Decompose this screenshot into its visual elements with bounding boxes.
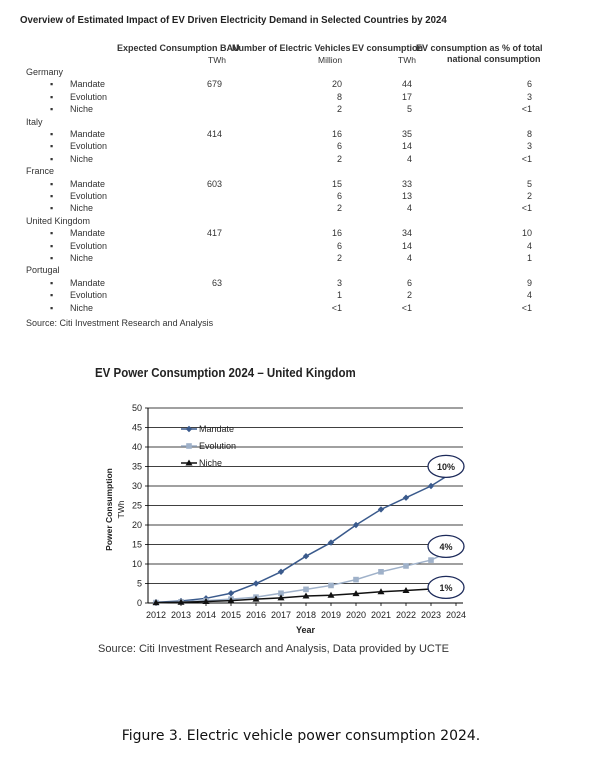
vehicles-cell: <1 [331, 302, 342, 313]
header-vehicles: Number of Electric Vehicles [232, 43, 351, 53]
bullet-marker: ▪ [50, 129, 54, 139]
y-tick-label: 25 [131, 500, 142, 511]
table-source: Source: Citi Investment Research and Analysis [26, 318, 214, 328]
vehicles-cell: 3 [336, 277, 342, 288]
scenario-cell: Mandate [70, 228, 106, 239]
bullet-marker: ▪ [50, 91, 54, 102]
bullet-marker: ▪ [50, 153, 54, 164]
bullet-marker: ▪ [50, 277, 54, 288]
y-tick-label: 15 [131, 539, 142, 550]
x-tick-label: 2020 [345, 610, 367, 620]
consumption-cell: 2 [406, 290, 412, 301]
scenario-cell: Niche [70, 253, 94, 263]
bullet-marker: ▪ [50, 104, 54, 115]
percent-cell: <1 [521, 203, 532, 214]
percent-cell: 9 [526, 277, 532, 288]
vehicles-cell: 8 [336, 91, 342, 102]
bullet-marker: ▪ [50, 302, 54, 313]
vehicles-cell: 2 [336, 203, 342, 214]
vehicles-cell: 16 [331, 129, 342, 139]
point-mandate [253, 580, 259, 586]
point-mandate [403, 495, 409, 501]
scenario-cell: Mandate [70, 129, 106, 139]
annotation-label: 10% [436, 461, 456, 472]
x-tick-label: 2021 [370, 610, 392, 620]
bullet-marker: ▪ [50, 240, 54, 251]
bullet-marker: ▪ [50, 203, 54, 214]
bullet-marker: ▪ [50, 79, 54, 90]
y-tick-label: 20 [131, 520, 142, 530]
consumption-cell: 17 [401, 91, 412, 102]
x-tick-label: 2024 [445, 610, 467, 620]
x-axis-label: Year [295, 625, 316, 635]
chart-source: Source: Citi Investment Research and Analysis, Data provided by UCTE [98, 643, 449, 655]
x-tick-label: 2014 [195, 610, 217, 620]
x-tick-label: 2015 [220, 610, 242, 620]
bau-cell: 417 [206, 228, 222, 239]
consumption-cell: 4 [406, 203, 412, 214]
table-title: Overview of Estimated Impact of EV Driven Electricity Demand in Selected Countries by 2024 [20, 14, 447, 26]
scenario-cell: Niche [70, 203, 94, 214]
legend-label: Mandate [199, 424, 235, 434]
percent-cell: <1 [521, 302, 532, 313]
x-tick-label: 2017 [270, 610, 292, 620]
percent-cell: <1 [521, 104, 532, 115]
percent-cell: 4 [526, 240, 532, 251]
scenario-cell: Mandate [70, 178, 106, 189]
y-tick-label: 30 [131, 481, 142, 491]
point-evolution [378, 569, 384, 575]
y-tick-label: 5 [136, 578, 142, 589]
country-name: France [26, 166, 55, 177]
legend-label: Niche [199, 458, 223, 468]
y-tick-label: 45 [131, 422, 142, 433]
series-line-mandate [156, 470, 456, 602]
country-name: Portugal [26, 265, 60, 276]
x-tick-label: 2016 [245, 610, 267, 620]
chart-title: EV Power Consumption 2024 – United Kingdom [95, 366, 356, 380]
vehicles-cell: 1 [336, 290, 342, 301]
annotation-label: 4% [439, 541, 453, 552]
percent-cell: 1 [526, 253, 532, 263]
x-tick-label: 2018 [295, 610, 317, 620]
percent-cell: 2 [526, 191, 532, 201]
bullet-marker: ▪ [50, 228, 54, 239]
consumption-cell: 4 [406, 253, 412, 263]
x-tick-label: 2013 [170, 610, 192, 620]
x-tick-label: 2023 [420, 610, 442, 620]
percent-cell: 5 [526, 178, 532, 189]
header-percent-line2: national consumption [447, 54, 541, 64]
header-bau-unit: TWh [208, 55, 226, 65]
bau-cell: 603 [206, 178, 222, 189]
scenario-cell: Evolution [70, 240, 108, 251]
vehicles-cell: 6 [336, 240, 342, 251]
y-axis-label: Power Consumption [104, 468, 114, 551]
scenario-cell: Evolution [70, 91, 108, 102]
percent-cell: 3 [526, 91, 532, 102]
header-bau: Expected Consumption BAU [117, 43, 240, 53]
bullet-marker: ▪ [50, 253, 54, 263]
vehicles-cell: 6 [336, 191, 342, 201]
y-tick-label: 40 [131, 442, 142, 452]
y-axis-unit: TWh [116, 500, 126, 519]
vehicles-cell: 16 [331, 228, 342, 239]
y-tick-label: 10 [131, 559, 142, 569]
bullet-marker: ▪ [50, 191, 54, 201]
x-tick-label: 2022 [395, 610, 417, 620]
legend-marker-evolution [186, 443, 192, 449]
header-ev-consumption-unit: TWh [398, 55, 416, 65]
consumption-cell: 6 [406, 277, 412, 288]
y-tick-label: 35 [131, 461, 142, 472]
vehicles-cell: 15 [331, 178, 342, 189]
bullet-marker: ▪ [50, 290, 54, 301]
legend-marker-mandate [186, 426, 192, 432]
vehicles-cell: 2 [336, 104, 342, 115]
y-tick-label: 50 [131, 403, 142, 413]
scenario-cell: Evolution [70, 191, 108, 201]
legend-label: Evolution [199, 441, 237, 451]
consumption-cell: 34 [401, 228, 412, 239]
point-evolution [328, 583, 334, 589]
y-tick-label: 0 [136, 598, 142, 608]
scenario-cell: Evolution [70, 290, 108, 301]
scenario-cell: Niche [70, 104, 94, 115]
x-tick-label: 2019 [320, 610, 342, 620]
figure-caption: Figure 3. Electric vehicle power consumption 2024. [121, 728, 481, 744]
vehicles-cell: 20 [331, 79, 342, 90]
consumption-cell: 13 [401, 191, 412, 201]
bullet-marker: ▪ [50, 178, 54, 189]
x-tick-label: 2012 [145, 610, 167, 620]
vehicles-cell: 2 [336, 153, 342, 164]
point-evolution [428, 557, 434, 563]
consumption-cell: <1 [401, 302, 412, 313]
scenario-cell: Niche [70, 302, 94, 313]
point-evolution [403, 563, 409, 569]
consumption-cell: 14 [401, 141, 412, 152]
percent-cell: 3 [526, 141, 532, 152]
consumption-cell: 4 [406, 153, 412, 164]
annotation-label: 1% [439, 582, 453, 593]
scenario-cell: Mandate [70, 277, 106, 288]
percent-cell: 4 [526, 290, 532, 301]
point-evolution [353, 577, 359, 583]
vehicles-cell: 6 [336, 141, 342, 152]
bullet-marker: ▪ [50, 141, 54, 152]
consumption-cell: 5 [406, 104, 412, 115]
scenario-cell: Niche [70, 153, 94, 164]
bau-cell: 414 [206, 129, 222, 139]
scenario-cell: Mandate [70, 79, 106, 90]
percent-cell: 6 [526, 79, 532, 90]
consumption-cell: 44 [401, 79, 412, 90]
vehicles-cell: 2 [336, 253, 342, 263]
consumption-cell: 35 [401, 129, 412, 139]
header-vehicles-unit: Million [318, 55, 343, 65]
point-evolution [303, 587, 309, 593]
point-mandate [228, 590, 234, 596]
header-ev-consumption: EV consumption [352, 43, 424, 53]
percent-cell: 8 [526, 129, 532, 139]
bau-cell: 679 [206, 79, 222, 90]
header-percent-line1: EV consumption as % of total [416, 43, 543, 53]
bau-cell: 63 [211, 277, 222, 288]
consumption-cell: 14 [401, 240, 412, 251]
consumption-cell: 33 [401, 178, 412, 189]
scenario-cell: Evolution [70, 141, 108, 152]
country-name: United Kingdom [26, 215, 91, 226]
percent-cell: 10 [521, 228, 532, 239]
country-name: Italy [26, 116, 43, 127]
percent-cell: <1 [521, 153, 532, 164]
country-name: Germany [26, 67, 64, 77]
